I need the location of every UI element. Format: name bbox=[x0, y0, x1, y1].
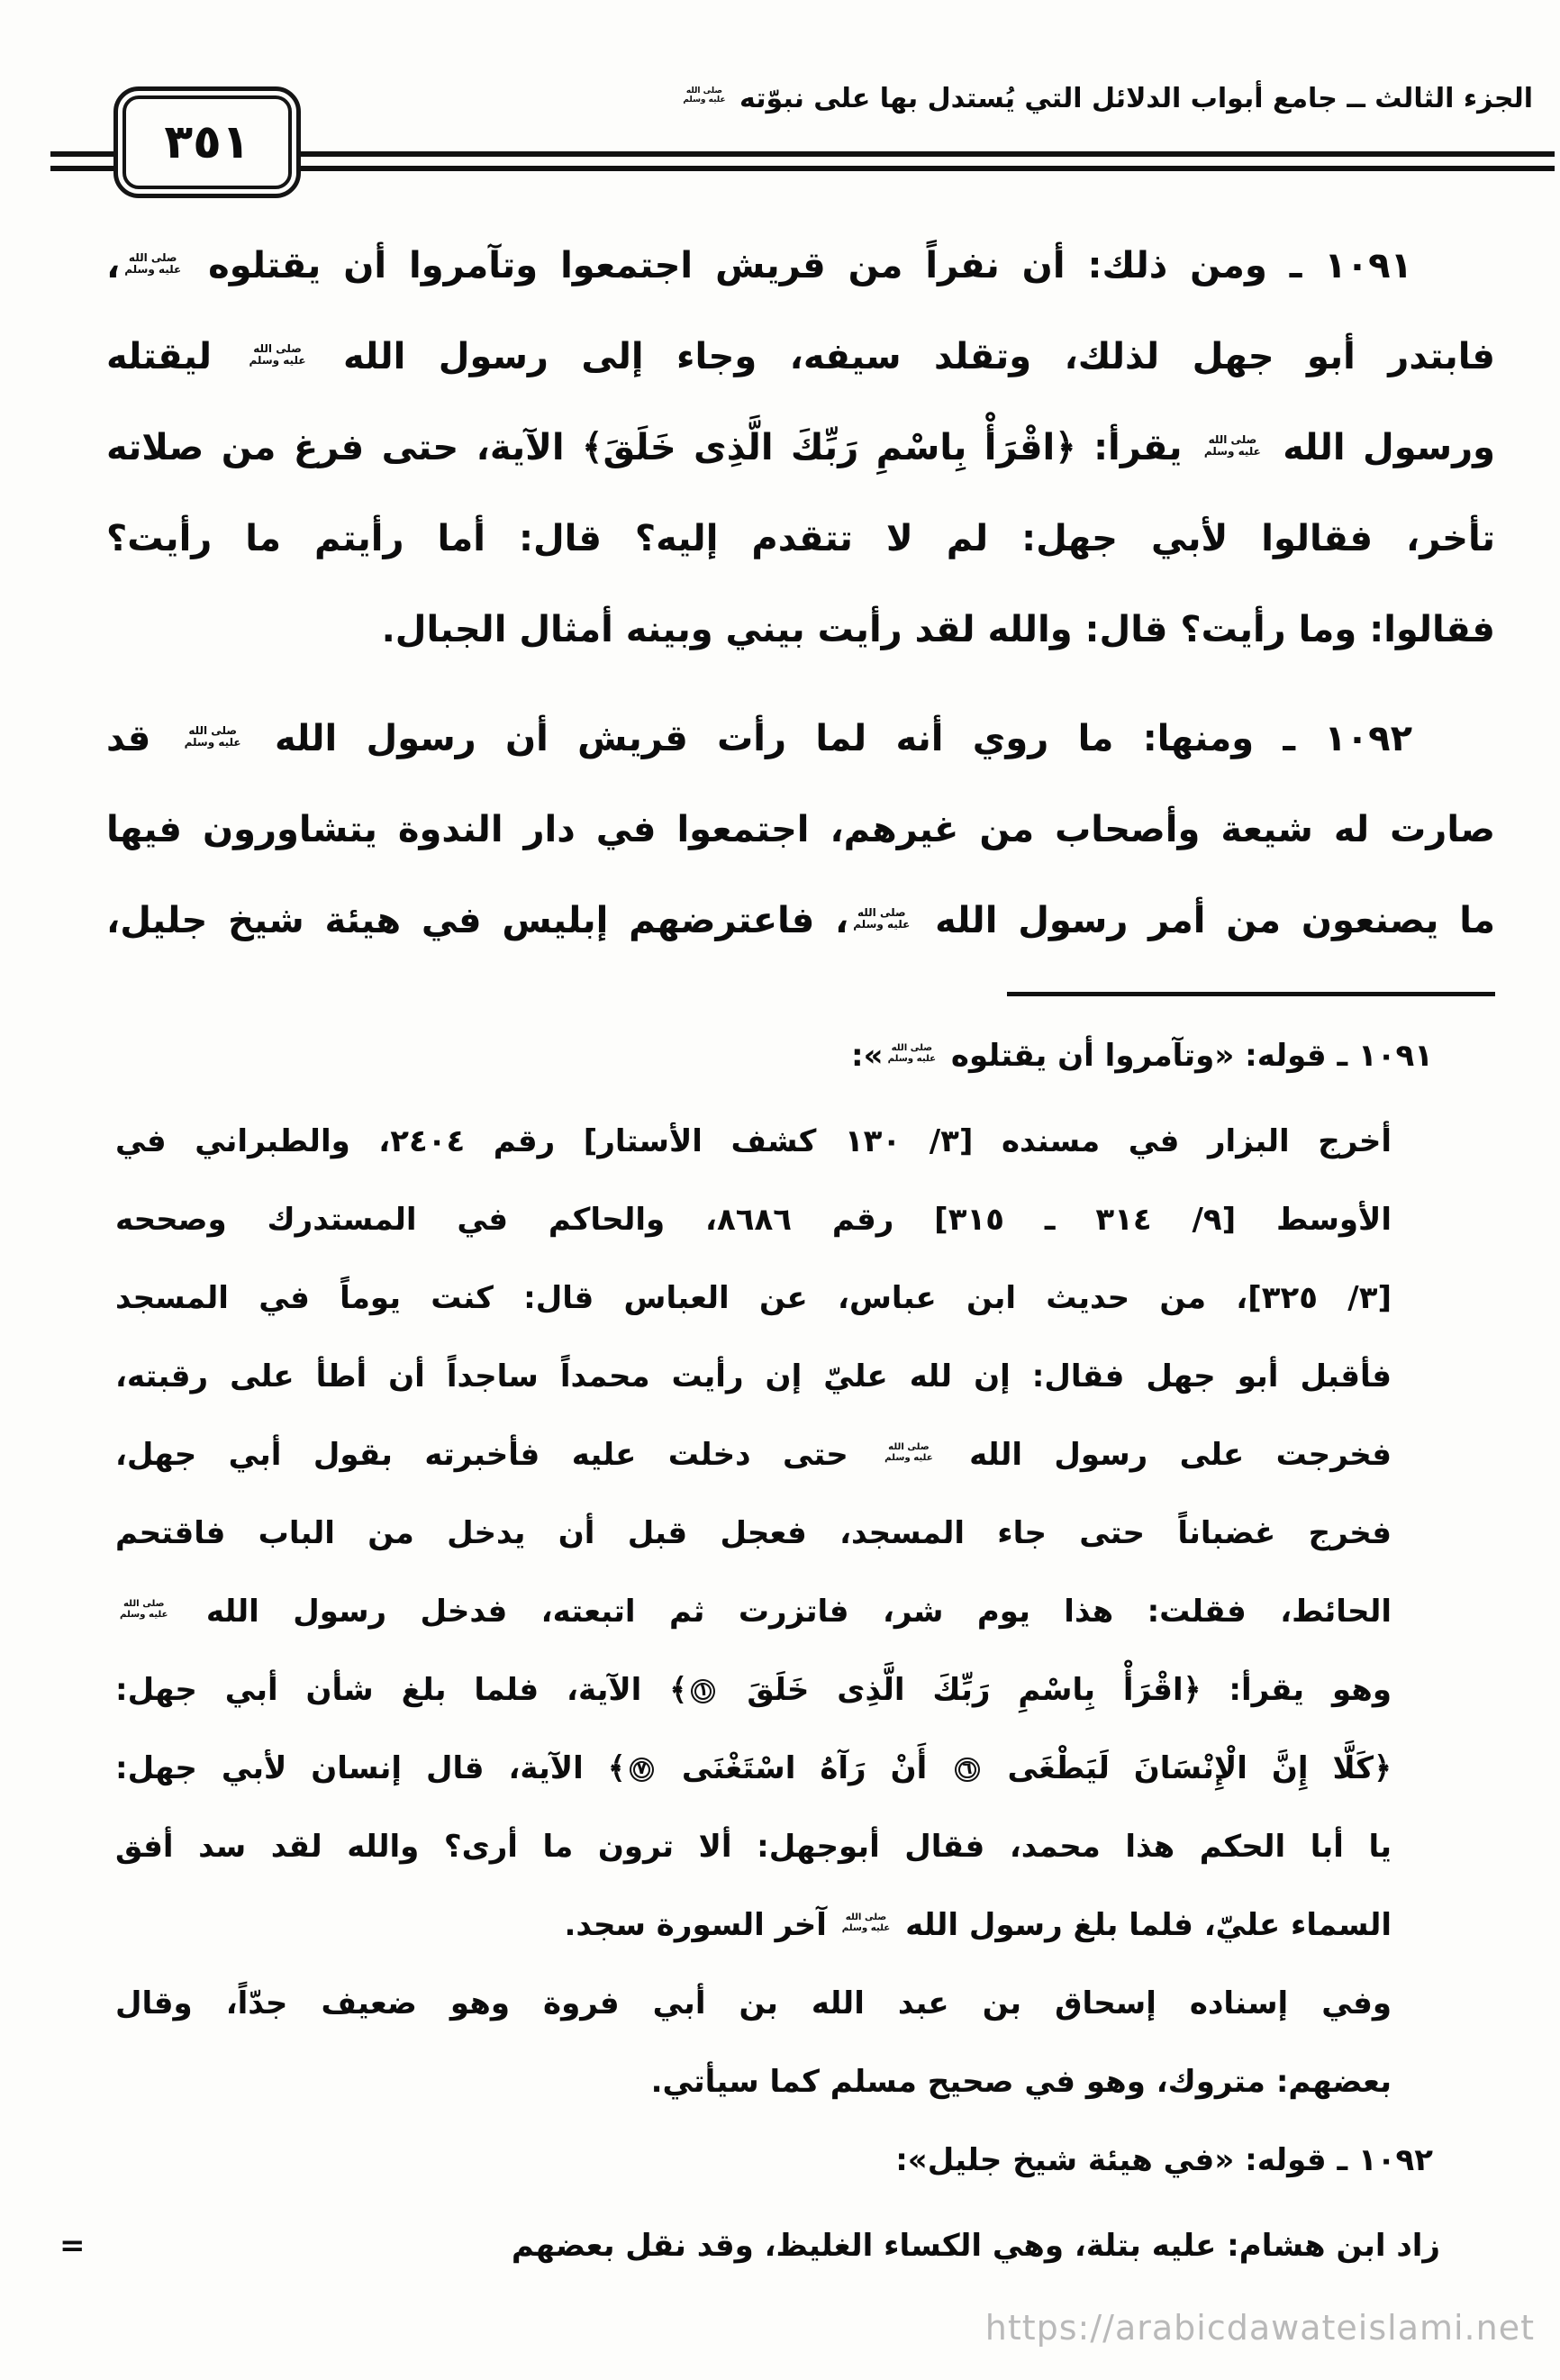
footnote-line: فخرج غضباناً حتى جاء المسجد، فعجل قبل أن يدخل من الباب فاقتحم bbox=[115, 1515, 1392, 1551]
footnote-line: بعضهم: متروك، وهو في صحيح مسلم كما سيأتي. bbox=[650, 2064, 1392, 2100]
footnote-heading: ١٠٩١ ـ قوله: «وتآمروا أن يقتلوه صلى الله عليه وسلم »: bbox=[851, 1038, 1433, 1074]
pbuh-symbol: صلى الله عليه وسلم bbox=[120, 1599, 168, 1620]
footnote-line: أخرج البزار في مسنده [٣/ ١٣٠ كشف الأستار] رقم ٢٤٠٤، والطبراني في bbox=[115, 1123, 1392, 1159]
page-number: ٣٥١ bbox=[164, 115, 250, 169]
page-header-title: الجزء الثالث ــ جامع أبواب الدلائل التي يُستدل بها على نبوّته صلى الله عليه وسلم bbox=[683, 83, 1533, 114]
footnote-line bbox=[59, 2207, 1492, 2285]
footnote-heading: ١٠٩٢ ـ قوله: «في هيئة شيخ جليل»: bbox=[895, 2142, 1433, 2178]
ayah-number-marker: ٧ bbox=[633, 1761, 650, 1778]
footnote-line: وهو يقرأ: ﴿اقْرَأْ بِاسْمِ رَبِّكَ الَّذِى خَلَقَ ١﴾ الآية، فلما بلغ شأن أبي جهل: bbox=[115, 1672, 1392, 1708]
text-line: تأخر، فقالوا لأبي جهل: لم لا تتقدم إليه؟ قال: أما رأيتم ما رأيت؟ bbox=[106, 518, 1495, 559]
text-line: ١٠٩٢ ـ ومنها: ما روي أنه لما رأت قريش أن رسول الله صلى الله عليه وسلم قد bbox=[106, 718, 1412, 759]
text-line: فابتدر أبو جهل لذلك، وتقلد سيفه، وجاء إلى رسول الله صلى الله عليه وسلم ليقتله bbox=[106, 336, 1495, 377]
footnote-line: فخرجت على رسول الله صلى الله عليه وسلم حتى دخلت عليه فأخبرته بقول أبي جهل، bbox=[115, 1437, 1392, 1473]
page-number-badge bbox=[113, 86, 301, 198]
footnote-line: ﴿كَلَّا إِنَّ الْإِنْسَانَ لَيَطْغَى ٦ أَنْ رَآهُ اسْتَغْنَى ٧﴾ الآية، قال إنسان لأبي جهل: bbox=[115, 1750, 1392, 1786]
continuation-mark: = bbox=[59, 2228, 86, 2264]
footnote-line: الأوسط [٩/ ٣١٤ ـ ٣١٥] رقم ٨٦٨٦، والحاكم في المستدرك وصححه bbox=[115, 1202, 1392, 1238]
text-line: صارت له شيعة وأصحاب من غيرهم، اجتمعوا في دار الندوة يتشاورون فيها bbox=[106, 809, 1495, 850]
watermark-url: https://arabicdawateislami.net bbox=[984, 2308, 1535, 2348]
pbuh-symbol: صلى الله عليه وسلم bbox=[887, 1043, 937, 1064]
pbuh-symbol: صلى الله عليه وسلم bbox=[853, 905, 911, 931]
pbuh-symbol: صلى الله عليه وسلم bbox=[124, 250, 182, 276]
ayah-number-marker: ١ bbox=[694, 1683, 712, 1700]
pbuh-symbol: صلى الله عليه وسلم bbox=[683, 86, 726, 104]
footnote-line: فأقبل أبو جهل فقال: إن لله عليّ إن رأيت محمداً ساجداً أن أطأ على رقبته، bbox=[115, 1358, 1392, 1394]
footnotes-block bbox=[0, 1017, 1560, 2285]
pbuh-symbol: صلى الله عليه وسلم bbox=[184, 723, 241, 749]
footnote-separator bbox=[1007, 992, 1495, 996]
pbuh-symbol: صلى الله عليه وسلم bbox=[841, 1912, 891, 1933]
footnote-line: الحائط، فقلت: هذا يوم شر، فاتزرت ثم اتبعته، فدخل رسول الله صلى الله عليه وسلم bbox=[120, 1594, 1392, 1630]
footnote-line: [٣/ ٣٢٥]، من حديث ابن عباس، عن العباس قال: كنت يوماً في المسجد bbox=[115, 1280, 1392, 1316]
main-text-block bbox=[0, 221, 1560, 967]
text-line: ورسول الله صلى الله عليه وسلم يقرأ: ﴿اقْرَأْ بِاسْمِ رَبِّكَ الَّذِى خَلَقَ﴾ الآية، حتى فرغ من صلاته bbox=[106, 427, 1495, 468]
footnote-line: يا أبا الحكم هذا محمد، فقال أبوجهل: ألا ترون ما أرى؟ والله لقد سد أفق bbox=[115, 1829, 1392, 1865]
text-line: ١٠٩١ ـ ومن ذلك: أن نفراً من قريش اجتمعوا وتآمروا أن يقتلوه صلى الله عليه وسلم ، bbox=[106, 245, 1412, 286]
footnote-line-text: زاد ابن هشام: عليه بتلة، وهي الكساء الغليظ، وقد نقل بعضهم bbox=[511, 2228, 1440, 2264]
footnote-line: وفي إسناده إسحاق بن عبد الله بن أبي فروة وهو ضعيف جدّاً، وقال bbox=[115, 1985, 1392, 2021]
pbuh-symbol: صلى الله عليه وسلم bbox=[1203, 432, 1261, 458]
pbuh-symbol: صلى الله عليه وسلم bbox=[884, 1442, 933, 1463]
footnote-line: السماء عليّ، فلما بلغ رسول الله صلى الله عليه وسلم آخر السورة سجد. bbox=[564, 1907, 1392, 1943]
pbuh-symbol: صلى الله عليه وسلم bbox=[249, 341, 306, 367]
text-line: ما يصنعون من أمر رسول الله صلى الله عليه وسلم ، فاعترضهم إبليس في هيئة شيخ جليل، bbox=[106, 900, 1495, 941]
text-line: فقالوا: وما رأيت؟ قال: والله لقد رأيت بيني وبينه أمثال الجبال. bbox=[381, 609, 1495, 650]
ayah-number-marker: ٦ bbox=[958, 1761, 975, 1778]
